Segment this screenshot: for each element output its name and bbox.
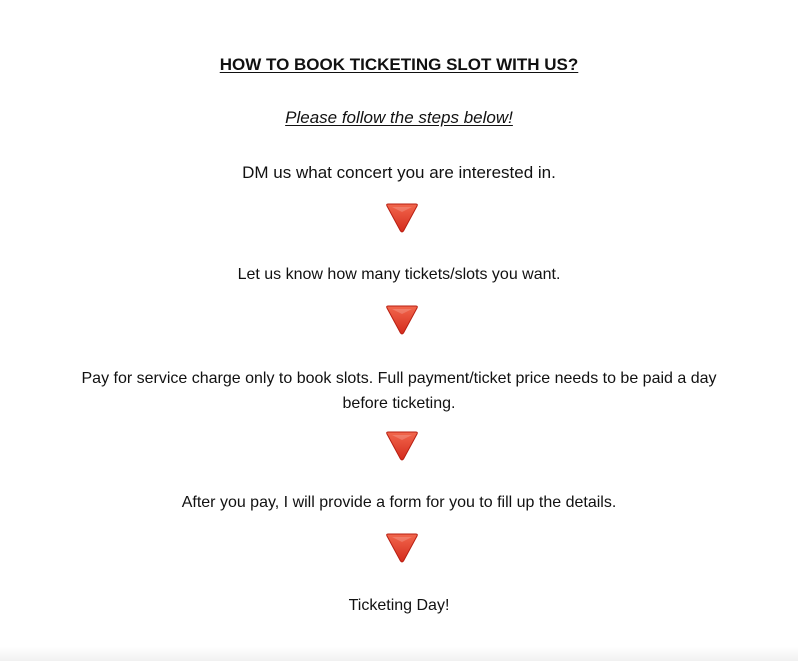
red-down-triangle-icon (385, 200, 419, 234)
step-2-text: Let us know how many tickets/slots you want. (237, 266, 561, 283)
page-subtitle: Please follow the steps below! (285, 108, 513, 127)
red-down-triangle-icon (385, 428, 419, 462)
step-4-text: After you pay, I will provide a form for you to fill up the details. (181, 494, 617, 511)
step-3-text: Pay for service charge only to book slots. Full payment/ticket price needs to be paid a day before ticketing. (81, 370, 717, 412)
step-1-text: DM us what concert you are interested in. (242, 163, 556, 182)
page-bottom-edge (0, 647, 798, 661)
page-title: HOW TO BOOK TICKETING SLOT WITH US? (219, 55, 579, 74)
red-down-triangle-icon (385, 530, 419, 564)
step-5-text: Ticketing Day! (348, 597, 450, 614)
red-down-triangle-icon (385, 302, 419, 336)
